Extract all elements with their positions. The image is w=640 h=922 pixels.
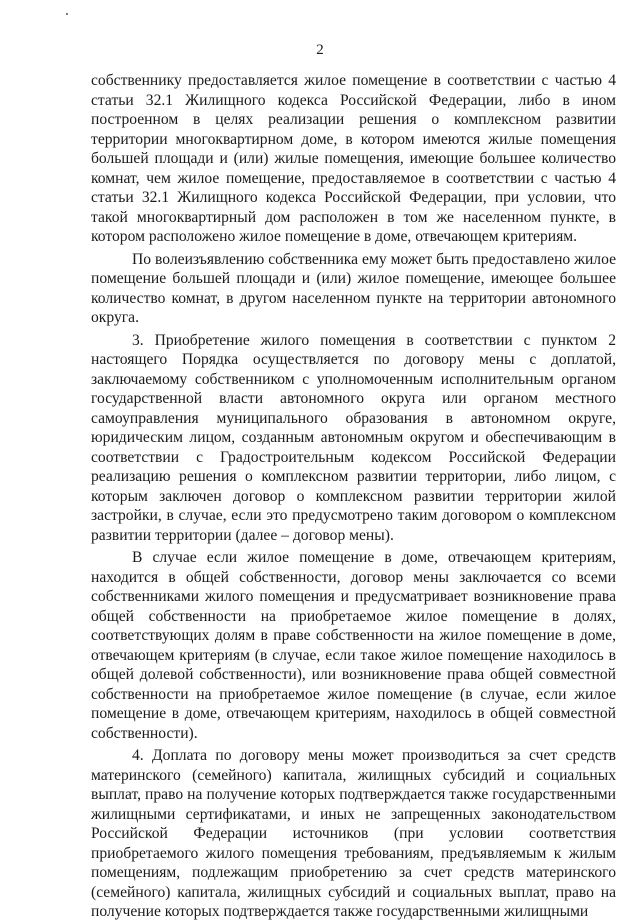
paragraph-shared-ownership: В случае если жилое помещение в доме, отвечающем критериям, находится в общей собственности, договор мены заключается со всеми собственниками жилого помещения и предусматривает возникновение права общей собственности на приобретаемое жилое помещение в долях, соответствующих долям в праве собственности на жилое помещение в доме, отвечающем критериям (в случае, если такое жилое помещение находилось в общей долевой собственности), или возникновение права общей совместной собственности на приобретаемое жилое помещение (в случае, если жилое помещение в доме, отвечающем критериям, находилось в общей совместной собственности). [91, 549, 616, 742]
paragraph-item-3: 3. Приобретение жилого помещения в соответствии с пунктом 2 настоящего Порядка осуществляется по договору мены с доплатой, заключаемому собственником с уполномоченным исполнительным органом государственной власти автономного округа или органом местного самоуправления муниципального образования в автономном округе, юридическим лицом, созданным автономным округом и обеспечивающим в соответствии с Градостроительным кодексом Российской Федерации реализацию решения о комплексном развитии территории, либо лицом, с которым заключен договор о комплексном развитии территории жилой застройки, в случае, если это предусмотрено таким договором о комплексном развитии территории (далее – договор мены). [91, 331, 616, 544]
page-number: 2 [316, 42, 324, 58]
paragraph-owner-choice: По волеизъявлению собственника ему может быть предоставлено жилое помещение большей площади и (или) жилое помещение, имеющее большее количество комнат, в другом населенном пункте на территории автономного округа. [91, 250, 616, 326]
document-body [91, 71, 616, 922]
paragraph-continuation: собственнику предоставляется жилое помещение в соответствии с частью 4 статьи 32.1 Жилищного кодекса Российской Федерации, либо в ином построенном в целях реализации решения о комплексном развитии территории многоквартирном доме, в котором имеются жилые помещения большей площади и (или) жилые помещения, имеющие большее количество комнат, чем жилое помещение, предоставляемое в соответствии с частью 4 статьи 32.1 Жилищного кодекса Российской Федерации, при условии, что такой многоквартирный дом расположен в том же населенном пункте, в котором расположено жилое помещение в доме, отвечающем критериям. [91, 72, 616, 245]
scan-speck [66, 13, 68, 15]
paragraph-item-4: 4. Доплата по договору мены может производиться за счет средств материнского (семейного) капитала, жилищных субсидий и социальных выплат, право на получение которых подтверждается также государственными жилищными сертификатами, и иных не запрещенных законодательством Российской Федерации источников (при условии соответствия приобретаемого жилого помещения требованиям, предъявляемым к жилым помещениям, подлежащим приобретению за счет средств материнского (семейного) капитала, жилищных субсидий и социальных выплат, право на получение которых подтверждается также государственными жилищными [91, 747, 616, 920]
